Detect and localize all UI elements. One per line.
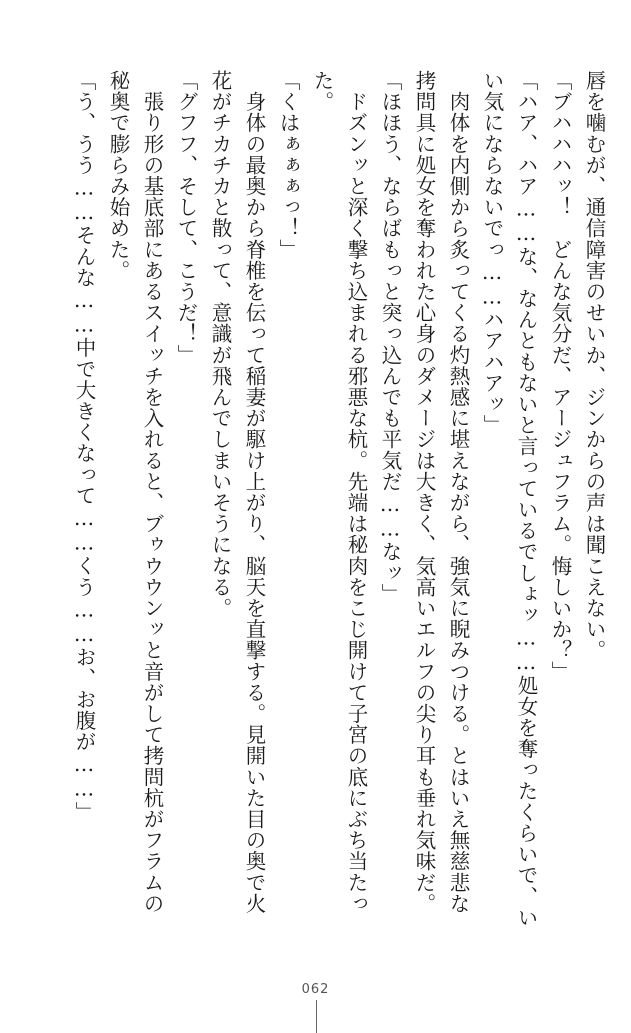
text-column-8: ドズンッと深く撃ち込まれる邪悪な杭。先端は秘肉をこじ開けて子宮の底にぶち当たっ (344, 70, 368, 914)
page-number: 062 (301, 982, 330, 997)
text-column-10: 「くはぁぁぁっ！」 (276, 70, 300, 260)
text-column-3: 「ハア、ハア……な、なんともないと言っているでしょッ……処女を奪ったくらいで、い (514, 70, 538, 928)
text-column-1: 唇を噛むが、通信障害のせいか、ジンからの声は聞こえない。 (582, 70, 606, 661)
text-column-12: 花がチカチカと散って、意識が飛んでしまいそうになる。 (208, 70, 232, 619)
text-column-9: た。 (310, 70, 334, 113)
text-column-7: 「ほほう、ならばもっと突っ込んでも平気だ……なッ」 (378, 70, 402, 605)
text-column-11: 身体の最奥から脊椎を伝って稲妻が駆け上がり、脳天を直撃する。見開いた目の奥で火 (242, 70, 266, 914)
text-column-4: い気にならないでっ……ハアハアッ」 (480, 70, 504, 436)
text-column-5: 肉体を内側から炙ってくる灼熱感に堪えながら、強気に睨みつける。とはいえ無慈悲な (446, 70, 470, 914)
text-column-13: 「グフフ、そして、こうだ！」 (174, 70, 198, 366)
text-column-6: 拷問具に処女を奪われた心身のダメージは大きく、気高いエルフの尖り耳も垂れ気味だ。 (412, 70, 436, 914)
page-number-rule (316, 1000, 317, 1033)
text-column-2: 「ブハハハッ！ どんな気分だ、アージュフラム。悔しいか？」 (548, 70, 572, 682)
text-column-15: 秘奥で膨らみ始めた。 (106, 70, 130, 281)
text-column-16: 「う、うう……そんな……中で大きくなって……くう……お、お腹が……」 (72, 70, 96, 823)
text-column-14: 張り形の基底部にあるスイッチを入れると、ブゥウウンッと音がして拷問杭がフラムの (140, 70, 164, 914)
